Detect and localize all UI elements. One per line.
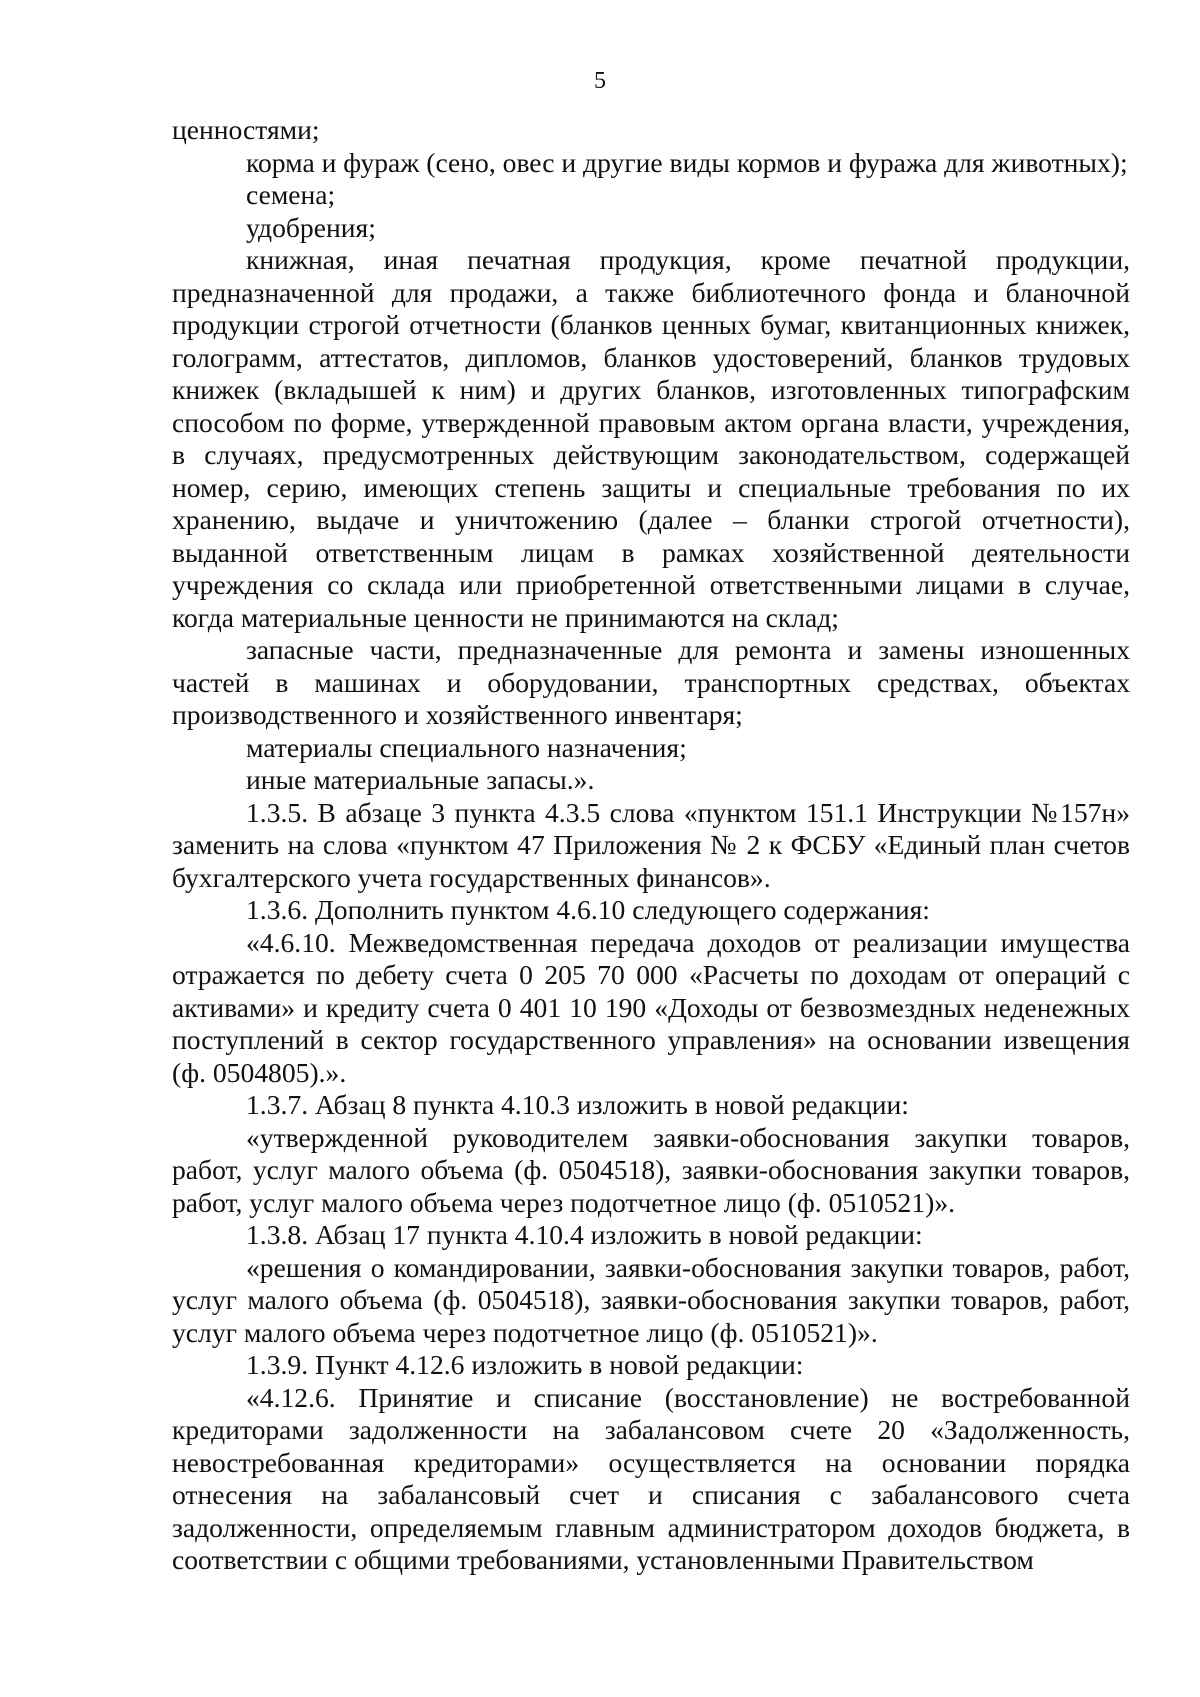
paragraph: корма и фураж (сено, овес и другие виды кормов и фуража для животных); [246, 146, 1128, 178]
page-number: 5 [594, 68, 606, 94]
paragraph: семена; [246, 179, 336, 210]
paragraph: 1.3.5. В абзаце 3 пункта 4.3.5 слова «пунктом 151.1 Инструкции №157н» заменить на слова «пунктом 47 Приложения № 2 к ФСБУ «Единый план счетов бухгалтерского учета государственных финансов». [172, 796, 1130, 893]
document-body [172, 114, 1130, 1577]
paragraph: «решения о командировании, заявки-обоснования закупки товаров, работ, услуг малого объема (ф. 0504518), заявки-обоснования закупки товаров, работ, услуг малого объема через подотчетное лицо (ф. 0510521)». [172, 1251, 1130, 1348]
paragraph: материалы специального назначения; [246, 731, 687, 763]
paragraph: 1.3.7. Абзац 8 пункта 4.10.3 изложить в новой редакции: [246, 1089, 909, 1120]
paragraph: 1.3.6. Дополнить пунктом 4.6.10 следующего содержания: [246, 894, 930, 925]
paragraph: «утвержденной руководителем заявки-обоснования закупки товаров, работ, услуг малого объема (ф. 0504518), заявки-обоснования закупки товаров, работ, услуг малого объема через подотчетное лицо (ф. 0510521)». [172, 1121, 1130, 1218]
paragraph: удобрения; [246, 211, 376, 243]
paragraph: «4.6.10. Межведомственная передача доходов от реализации имущества отражается по дебету счета 0 205 70 000 «Расчеты по доходам от операций с активами» и кредиту счета 0 401 10 190 «Доходы от безвозмездных неденежных поступлений в сектор государственного управления» на основании извещения (ф. 0504805).». [172, 926, 1130, 1088]
paragraph: ценностями; [172, 114, 320, 145]
paragraph: иные материальные запасы.». [246, 764, 595, 795]
paragraph: 1.3.8. Абзац 17 пункта 4.10.4 изложить в новой редакции: [246, 1219, 923, 1250]
paragraph: «4.12.6. Принятие и списание (восстановление) не востребованной кредиторами задолженности на забалансовом счете 20 «Задолженность, невостребованная кредиторами» осуществляется на основании порядка отнесения на забалансовый счет и списания с забалансового счета задолженности, определяемым главным администратором доходов бюджета, в соответствии с общими требованиями, установленными Правительством [172, 1381, 1130, 1575]
paragraph: запасные части, предназначенные для ремонта и замены изношенных частей в машинах и оборудовании, транспортных средствах, объектах производственного и хозяйственного инвентаря; [172, 634, 1130, 730]
paragraph: книжная, иная печатная продукция, кроме печатной продукции, предназначенной для продажи, а также библиотечного фонда и бланочной продукции строгой отчетности (бланков ценных бумаг, квитанционных книжек, голограмм, аттестатов, дипломов, бланков удостоверений, бланков трудовых книжек (вкладышей к ним) и других бланков, изготовленных типографским способом по форме, утвержденной правовым актом органа власти, учреждения, в случаях, предусмотренных действующим законодательством, содержащей номер, серию, имеющих степень защиты и специальные требования по их хранению, выдаче и уничтожению (далее – бланки строгой отчетности), выданной ответственным лицам в рамках хозяйственной деятельности учреждения со склада или приобретенной ответственными лицами в случае, когда материальные ценности не принимаются на склад; [172, 244, 1130, 633]
paragraph: 1.3.9. Пункт 4.12.6 изложить в новой редакции: [246, 1349, 804, 1380]
